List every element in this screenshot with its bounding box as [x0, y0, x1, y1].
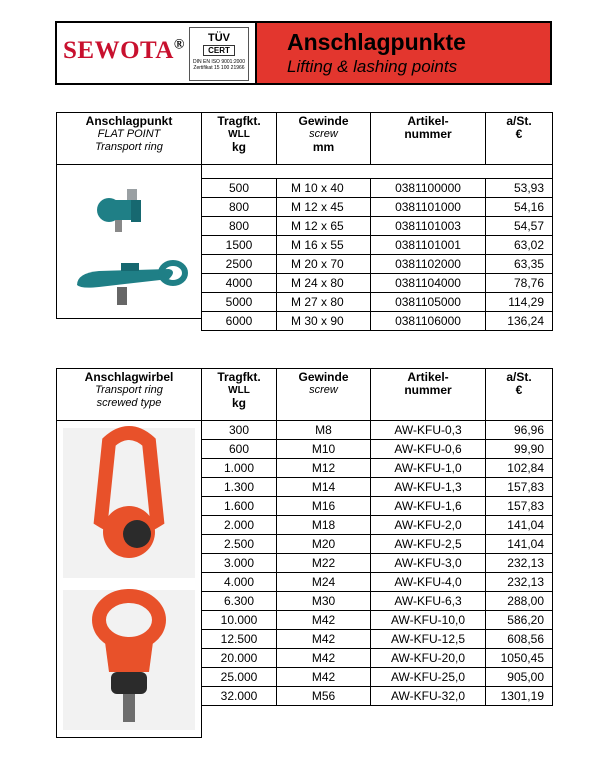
screw-cell: M42 [277, 649, 371, 668]
article-cell: AW-KFU-0,6 [371, 440, 486, 459]
table-row [202, 687, 553, 706]
header-wll: Tragfkt. [217, 114, 261, 128]
price-cell: 99,90 [486, 440, 553, 459]
article-cell: AW-KFU-2,0 [371, 516, 486, 535]
tuv-cert-badge [189, 27, 249, 81]
screw-cell: M12 [277, 459, 371, 478]
header-product-type: screwed type [96, 397, 162, 409]
screw-cell: M 12 x 45 [277, 198, 371, 217]
screw-cell: M 27 x 80 [277, 293, 371, 312]
screw-cell: M42 [277, 630, 371, 649]
article-cell: AW-KFU-0,3 [371, 421, 486, 440]
price-cell: 136,24 [486, 312, 553, 331]
wll-cell: 800 [202, 198, 277, 217]
screw-cell: M 10 x 40 [277, 179, 371, 198]
flat-point-illustration [69, 165, 189, 315]
price-cell: 114,29 [486, 293, 553, 312]
header-article-2: nummer [404, 127, 452, 141]
header-price: a/St. [506, 370, 532, 384]
price-cell: 102,84 [486, 459, 553, 478]
wll-cell: 2.500 [202, 535, 277, 554]
price-cell: 63,35 [486, 255, 553, 274]
article-cell: AW-KFU-1,3 [371, 478, 486, 497]
price-cell: 232,13 [486, 573, 553, 592]
table-row [202, 535, 553, 554]
price-cell: 232,13 [486, 554, 553, 573]
screw-cell: M20 [277, 535, 371, 554]
price-cell: 1301,19 [486, 687, 553, 706]
article-cell: 0381101003 [371, 217, 486, 236]
screw-cell: M 30 x 90 [277, 312, 371, 331]
table-row [202, 198, 553, 217]
table-row [202, 630, 553, 649]
header-screw-unit: mm [312, 140, 335, 154]
price-cell: 157,83 [486, 497, 553, 516]
header-product-en: FLAT POINT [97, 128, 161, 140]
title-area [257, 23, 550, 83]
wll-cell: 10.000 [202, 611, 277, 630]
article-cell: AW-KFU-1,0 [371, 459, 486, 478]
brand-name: SEWOTA [63, 37, 174, 64]
wll-cell: 25.000 [202, 668, 277, 687]
screw-cell: M8 [277, 421, 371, 440]
table-row [202, 274, 553, 293]
table-row [202, 573, 553, 592]
table-row [202, 497, 553, 516]
wll-cell: 32.000 [202, 687, 277, 706]
table-row [202, 516, 553, 535]
table-row [202, 668, 553, 687]
article-cell: 0381106000 [371, 312, 486, 331]
header-screw: Gewinde [298, 370, 349, 384]
tuv-certificate: Zertifikat 15 100 21966 [193, 65, 245, 71]
price-cell: 63,02 [486, 236, 553, 255]
price-cell: 141,04 [486, 516, 553, 535]
article-cell: 0381101001 [371, 236, 486, 255]
header-article: Artikel- [407, 370, 449, 384]
wll-cell: 4000 [202, 274, 277, 293]
wll-cell: 500 [202, 179, 277, 198]
header-wll-en: WLL [228, 129, 250, 140]
header-price: a/St. [506, 114, 532, 128]
flat-point-data [201, 178, 553, 331]
screw-cell: M 20 x 70 [277, 255, 371, 274]
screw-cell: M 16 x 55 [277, 236, 371, 255]
table-row [202, 611, 553, 630]
article-cell: AW-KFU-10,0 [371, 611, 486, 630]
wll-cell: 1.600 [202, 497, 277, 516]
screw-cell: M 12 x 65 [277, 217, 371, 236]
header-product: Anschlagpunkt [85, 114, 173, 128]
swivel-data [201, 420, 553, 706]
header-banner [55, 21, 552, 85]
wll-cell: 800 [202, 217, 277, 236]
price-cell: 157,83 [486, 478, 553, 497]
price-cell: 54,16 [486, 198, 553, 217]
col-product [57, 113, 202, 165]
header-article-2: nummer [404, 383, 452, 397]
article-cell: 0381100000 [371, 179, 486, 198]
col-wll [202, 369, 277, 421]
price-cell: 53,93 [486, 179, 553, 198]
table-header-row [57, 113, 553, 165]
price-cell: 96,96 [486, 421, 553, 440]
page-subtitle: Lifting & lashing points [287, 57, 458, 76]
price-cell: 1050,45 [486, 649, 553, 668]
wll-cell: 5000 [202, 293, 277, 312]
table-row [202, 293, 553, 312]
price-cell: 78,76 [486, 274, 553, 293]
table-row [202, 649, 553, 668]
col-screw [277, 113, 371, 165]
header-wll-unit: kg [231, 140, 246, 154]
header-screw: Gewinde [298, 114, 349, 128]
table-row [202, 478, 553, 497]
price-cell: 54,57 [486, 217, 553, 236]
logo-area [57, 23, 257, 83]
header-wll-unit: kg [231, 396, 246, 410]
article-cell: 0381102000 [371, 255, 486, 274]
table-row [202, 312, 553, 331]
article-cell: AW-KFU-32,0 [371, 687, 486, 706]
brand-mark: ® [173, 37, 185, 53]
screw-cell: M16 [277, 497, 371, 516]
wll-cell: 1.000 [202, 459, 277, 478]
tuv-cert-label: CERT [203, 45, 235, 56]
wll-cell: 600 [202, 440, 277, 459]
swivel-table [56, 368, 553, 421]
price-cell: 608,56 [486, 630, 553, 649]
price-cell: 905,00 [486, 668, 553, 687]
article-cell: 0381104000 [371, 274, 486, 293]
table-row [202, 255, 553, 274]
header-product-type: Transport ring [95, 141, 163, 153]
article-cell: AW-KFU-4,0 [371, 573, 486, 592]
wll-cell: 2.000 [202, 516, 277, 535]
article-cell: AW-KFU-2,5 [371, 535, 486, 554]
article-cell: AW-KFU-3,0 [371, 554, 486, 573]
page-title: Anschlagpunkte [287, 29, 466, 55]
col-screw [277, 369, 371, 421]
header-product: Anschlagwirbel [84, 370, 174, 384]
wll-cell: 3.000 [202, 554, 277, 573]
screw-cell: M42 [277, 611, 371, 630]
article-cell: AW-KFU-6,3 [371, 592, 486, 611]
price-cell: 288,00 [486, 592, 553, 611]
table-row [202, 217, 553, 236]
article-cell: 0381101000 [371, 198, 486, 217]
table-row [202, 554, 553, 573]
brand-logo [63, 37, 185, 65]
table-row [202, 179, 553, 198]
wll-cell: 2500 [202, 255, 277, 274]
screw-cell: M42 [277, 668, 371, 687]
screw-cell: M30 [277, 592, 371, 611]
table-row [202, 440, 553, 459]
article-cell: AW-KFU-25,0 [371, 668, 486, 687]
header-currency: € [515, 127, 523, 141]
screw-cell: M10 [277, 440, 371, 459]
screw-cell: M24 [277, 573, 371, 592]
wll-cell: 1500 [202, 236, 277, 255]
wll-cell: 6000 [202, 312, 277, 331]
price-cell: 141,04 [486, 535, 553, 554]
header-currency: € [515, 383, 523, 397]
flat-point-image [57, 165, 202, 319]
table-row [202, 236, 553, 255]
screw-cell: M18 [277, 516, 371, 535]
table-row [202, 592, 553, 611]
col-wll [202, 113, 277, 165]
header-screw-en: screw [309, 128, 338, 140]
table-header-row [57, 369, 553, 421]
table-row [202, 459, 553, 478]
wll-cell: 300 [202, 421, 277, 440]
header-wll-en: WLL [228, 385, 250, 396]
wll-cell: 12.500 [202, 630, 277, 649]
article-cell: 0381105000 [371, 293, 486, 312]
wll-cell: 6.300 [202, 592, 277, 611]
col-price [486, 369, 553, 421]
header-wll: Tragfkt. [217, 370, 261, 384]
price-cell: 586,20 [486, 611, 553, 630]
swivel-image [56, 420, 202, 738]
wll-cell: 1.300 [202, 478, 277, 497]
screw-cell: M14 [277, 478, 371, 497]
header-product-en: Transport ring [95, 384, 163, 396]
col-article [371, 113, 486, 165]
article-cell: AW-KFU-12,5 [371, 630, 486, 649]
wll-cell: 4.000 [202, 573, 277, 592]
screw-cell: M56 [277, 687, 371, 706]
wll-cell: 20.000 [202, 649, 277, 668]
tuv-standard: DIN EN ISO 9001:2000 [193, 59, 245, 65]
swivel-illustration [57, 420, 201, 736]
screw-cell: M22 [277, 554, 371, 573]
article-cell: AW-KFU-20,0 [371, 649, 486, 668]
table-row [202, 421, 553, 440]
header-screw-en: screw [309, 384, 338, 396]
col-article [371, 369, 486, 421]
article-cell: AW-KFU-1,6 [371, 497, 486, 516]
screw-cell: M 24 x 80 [277, 274, 371, 293]
tuv-title: TÜV [208, 32, 230, 44]
col-product [57, 369, 202, 421]
col-price [486, 113, 553, 165]
header-article: Artikel- [407, 114, 449, 128]
